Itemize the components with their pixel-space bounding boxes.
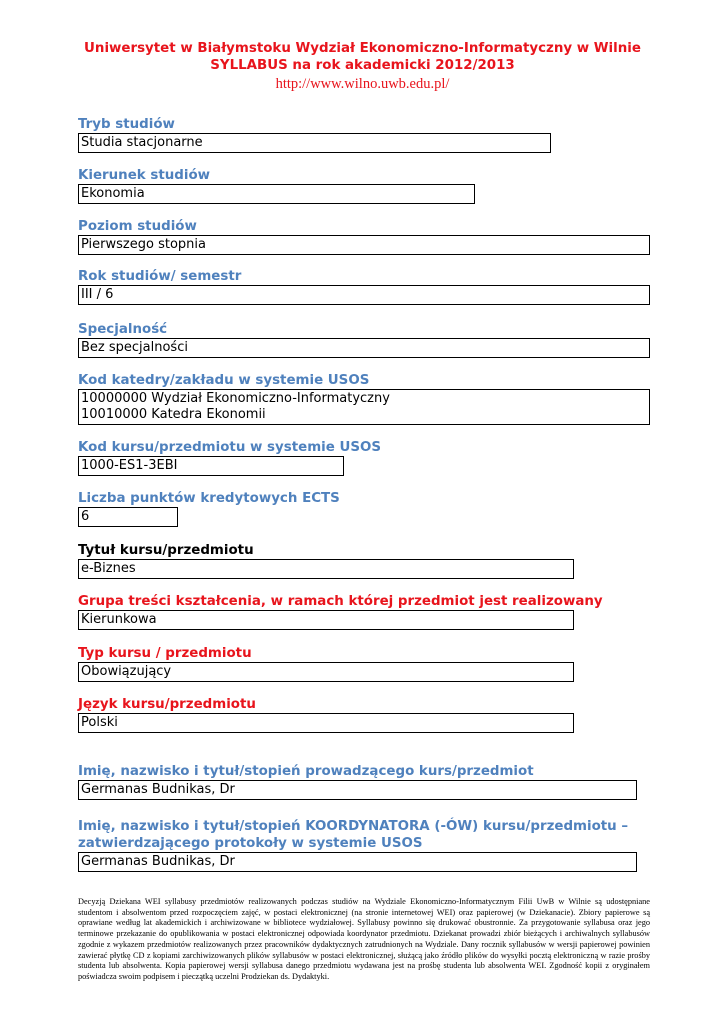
section-ects	[78, 490, 340, 527]
section-grupa	[78, 593, 603, 630]
website-url[interactable]: http://www.wilno.uwb.edu.pl/	[275, 76, 450, 92]
field-label-kod-katedry: Kod katedry/zakładu w systemie USOS	[78, 373, 370, 388]
section-rok	[78, 268, 650, 305]
section-tytul	[78, 542, 574, 579]
field-box-koordynator	[78, 852, 637, 872]
field-value-specjalnosc: Bez specjalności	[81, 340, 188, 355]
field-label-rok: Rok studiów/ semestr	[78, 269, 242, 284]
field-label-tryb: Tryb studiów	[78, 117, 175, 132]
field-value-kod-kursu: 1000-ES1-3EBI	[81, 458, 178, 473]
field-label-koordynator-line1: Imię, nazwisko i tytuł/stopień KOORDYNATORA (-ÓW) kursu/przedmiotu –	[78, 819, 629, 834]
field-label-koordynator-line2: zatwierdzającego protokoły w systemie USOS	[78, 836, 423, 851]
section-kod-katedry	[78, 372, 650, 425]
document-header	[0, 40, 725, 93]
field-box-kierunek	[78, 184, 475, 204]
field-label-grupa: Grupa treści kształcenia, w ramach której przedmiot jest realizowany	[78, 594, 603, 609]
section-kierunek	[78, 167, 475, 204]
field-value-tryb: Studia stacjonarne	[81, 135, 203, 150]
field-label-typ: Typ kursu / przedmiotu	[78, 646, 252, 661]
field-value-jezyk: Polski	[81, 715, 118, 730]
section-koordynator	[78, 818, 637, 872]
syllabus-year-title: SYLLABUS na rok akademicki 2012/2013	[210, 58, 515, 73]
field-box-rok	[78, 285, 650, 305]
field-value-kierunek: Ekonomia	[81, 186, 145, 201]
section-specjalnosc	[78, 321, 650, 358]
section-typ	[78, 645, 574, 682]
field-value-koordynator: Germanas Budnikas, Dr	[81, 854, 235, 869]
field-box-ects	[78, 507, 178, 527]
field-box-kod-katedry	[78, 389, 650, 425]
field-label-specjalnosc: Specjalność	[78, 322, 168, 337]
field-value-grupa: Kierunkowa	[81, 612, 157, 627]
field-box-kod-kursu	[78, 456, 344, 476]
field-value-tytul: e-Biznes	[81, 561, 136, 576]
section-prowadzacy	[78, 763, 637, 800]
field-label-prowadzacy: Imię, nazwisko i tytuł/stopień prowadzącego kurs/przedmiot	[78, 764, 534, 779]
field-label-kod-kursu: Kod kursu/przedmiotu w systemie USOS	[78, 440, 382, 455]
field-label-tytul: Tytuł kursu/przedmiotu	[78, 543, 254, 558]
field-label-kierunek: Kierunek studiów	[78, 168, 211, 183]
university-title: Uniwersytet w Białymstoku Wydział Ekonomiczno-Informatyczny w Wilnie	[84, 41, 641, 56]
field-box-specjalnosc	[78, 338, 650, 358]
field-value-typ: Obowiązujący	[81, 664, 172, 679]
field-box-tryb	[78, 133, 551, 153]
field-box-jezyk	[78, 713, 574, 733]
field-box-prowadzacy	[78, 780, 637, 800]
field-value-rok: III / 6	[81, 287, 114, 302]
section-kod-kursu	[78, 439, 381, 476]
field-value-kod-katedry-line2: 10010000 Katedra Ekonomii	[81, 407, 266, 422]
field-label-ects: Liczba punktów kredytowych ECTS	[78, 491, 340, 506]
field-box-tytul	[78, 559, 574, 579]
section-poziom	[78, 218, 650, 255]
field-box-typ	[78, 662, 574, 682]
section-tryb	[78, 116, 551, 153]
field-box-poziom	[78, 235, 650, 255]
field-value-prowadzacy: Germanas Budnikas, Dr	[81, 782, 235, 797]
section-jezyk	[78, 696, 574, 733]
field-value-poziom: Pierwszego stopnia	[81, 237, 206, 252]
field-value-kod-katedry-line1: 10000000 Wydział Ekonomiczno-Informatyczny	[81, 391, 390, 406]
footer-notice: Decyzją Dziekana WEI syllabusy przedmiotów realizowanych podczas studiów na Wydziale Ekonomiczno-Informatycznym Filii UwB w Wilnie są udostępniane studentom i absolwentom przed rozpoczęciem zajęć, w postaci elektronicznej (na stronie internetowej WEI) oraz papierowej (w Dziekanacie). Zbiory papierowe są oprawiane według lat akademickich i archiwizowane w bibliotece wydziałowej. Syllabusy powinno się drukować obustronnie. Za przygotowanie syllabusa oraz jego terminowe przekazanie do opublikowania w postaci elektronicznej odpowiada koordynator przedmiotu. Dziekanat prowadzi zbiór bieżących i archiwalnych syllabusów zgodnie z wykazem przedmiotów realizowanych przez pracowników dydaktycznych zatrudnionych na Wydziale. Dany rocznik syllabusów w wersji papierowej powinien zawierać płytkę CD z kopiami zarchiwizowanych plików syllabusów w postaci elektronicznej, służącą jako źródło plików do wysyłki pocztą elektroniczną w razie prośby studenta lub absolwenta. Kopia papierowej wersji syllabusa danego przedmiotu wydawana jest na prośbę studenta lub absolwenta WEI. Zgodność kopii z oryginałem poświadcza swoim podpisem i pieczątką uczelni Prodziekan ds. Dydaktyki.	[78, 897, 650, 981]
field-label-jezyk: Język kursu/przedmiotu	[78, 697, 256, 712]
field-label-poziom: Poziom studiów	[78, 219, 197, 234]
field-box-grupa	[78, 610, 574, 630]
field-value-ects: 6	[81, 509, 90, 524]
